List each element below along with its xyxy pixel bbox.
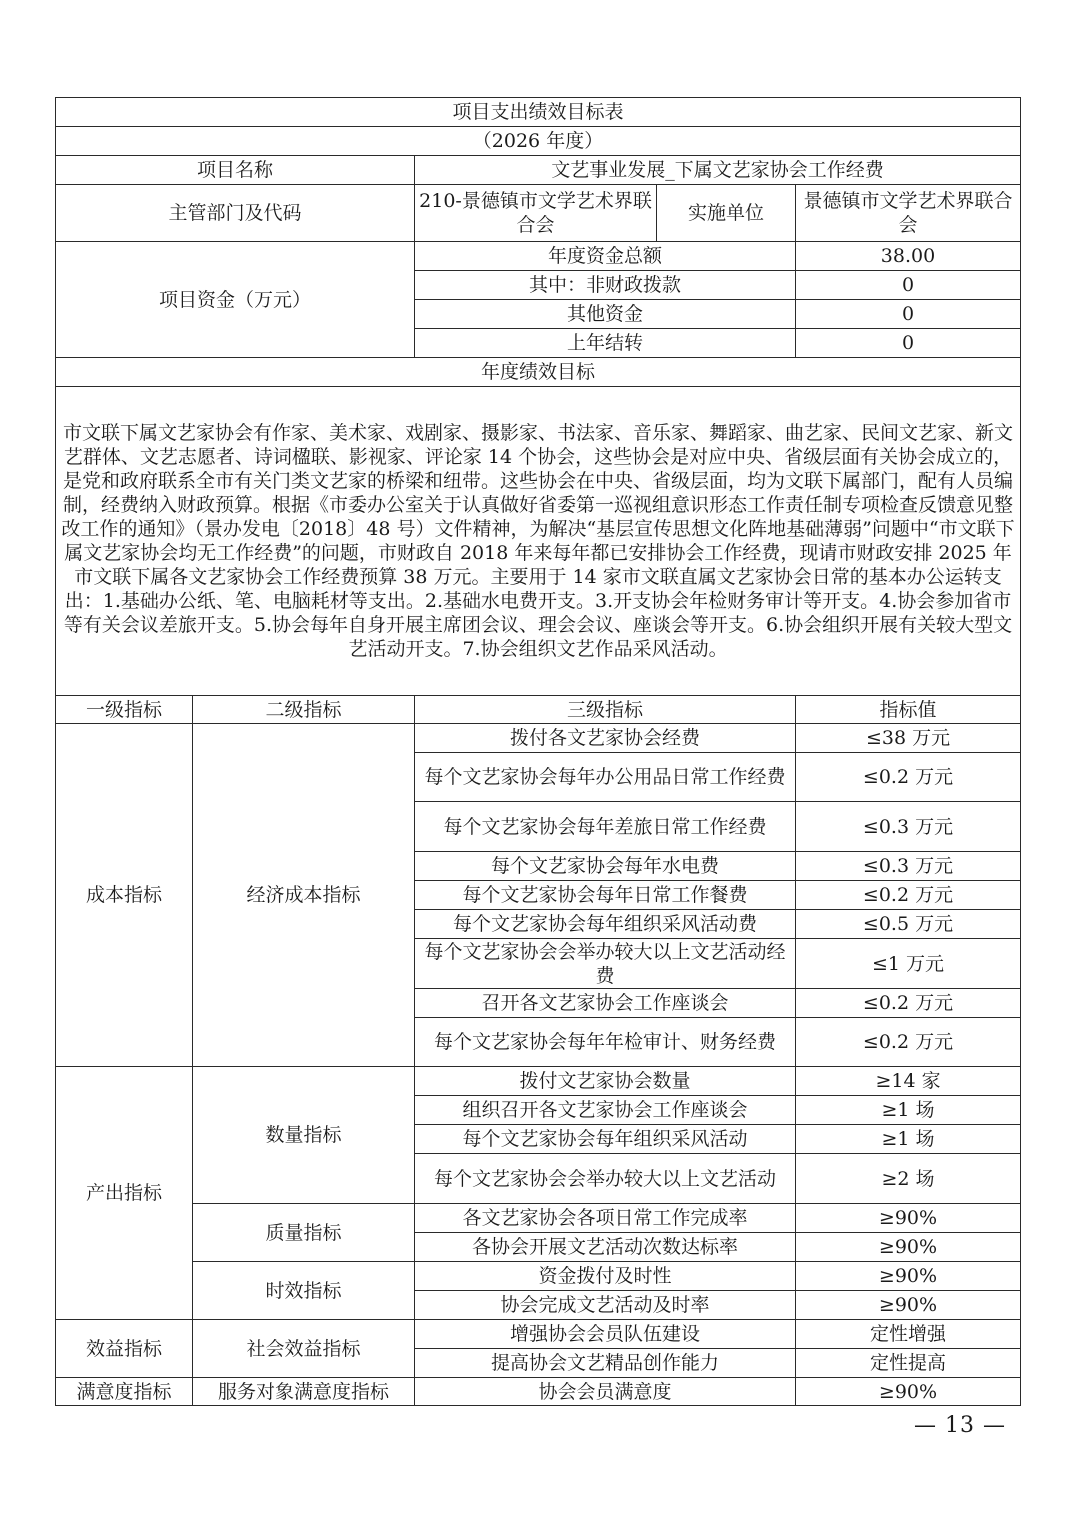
indicator-name: 每个文艺家协会会举办较大以上文艺活动经费 xyxy=(415,939,796,989)
header-level1: 一级指标 xyxy=(56,696,193,724)
dept-label: 主管部门及代码 xyxy=(56,185,415,242)
impl-label: 实施单位 xyxy=(657,185,796,242)
indicator-name: 协会会员满意度 xyxy=(415,1378,796,1406)
indicator-value: ≤0.2 万元 xyxy=(796,989,1021,1018)
timeliness-level2: 时效指标 xyxy=(193,1262,415,1320)
indicator-value: ≤0.3 万元 xyxy=(796,852,1021,881)
indicator-value: ≥90% xyxy=(796,1262,1021,1291)
indicator-name: 每个文艺家协会会举办较大以上文艺活动 xyxy=(415,1154,796,1204)
funds-row-name: 其他资金 xyxy=(415,300,796,329)
indicator-value: ≤38 万元 xyxy=(796,724,1021,753)
indicator-value: ≥90% xyxy=(796,1291,1021,1320)
indicator-name: 每个文艺家协会每年组织采风活动 xyxy=(415,1125,796,1154)
indicator-name: 拨付文艺家协会数量 xyxy=(415,1067,796,1096)
indicator-value: ≥1 场 xyxy=(796,1125,1021,1154)
project-name-value: 文艺事业发展_下属文艺家协会工作经费 xyxy=(415,156,1021,185)
goal-text: 市文联下属文艺家协会有作家、美术家、戏剧家、摄影家、书法家、音乐家、舞蹈家、曲艺家、民间文艺家、新文艺群体、文艺志愿者、诗词楹联、影视家、评论家 14 个协会，这些协会是对应中央、省级层面有关协会成立的，是党和政府联系全市有关门类文艺家的桥梁和纽带。这些协会在中央、省级层面，均为文联下属部门，配有人员编制，经费纳入财政预算。根据《市委办公室关于认真做好省委第一巡视组意识形态工作责任制专项检查反馈意见整改工作的通知》（景办发电〔2018〕48 号）文件精神，为解决“基层宣传思想文化阵地基础薄弱”问题中“市文联下属文艺家协会均无工作经费”的问题，市财政自 2018 年来每年都已安排协会工作经费，现请市财政安排 2025 年市文联下属各文艺家协会工作经费预算 38 万元。主要用于 14 家市文联直属文艺家协会日常的基本办公运转支出：1.基础办公纸、笔、电脑耗材等支出。2.基础水电费开支。3.开支协会年检财务审计等开支。4.协会参加省市等有关会议差旅开支。5.协会每年自身开展主席团会议、理会会议、座谈会等开支。6.协会组织开展有关较大型文艺活动开支。7.协会组织文艺作品采风活动。 xyxy=(56,387,1021,696)
satisfaction-level2: 服务对象满意度指标 xyxy=(193,1378,415,1406)
funds-row-value: 0 xyxy=(796,271,1021,300)
benefit-level1: 效益指标 xyxy=(56,1320,193,1378)
indicator-name: 每个文艺家协会每年办公用品日常工作经费 xyxy=(415,753,796,802)
indicator-value: ≤0.2 万元 xyxy=(796,753,1021,802)
indicator-name: 资金拨付及时性 xyxy=(415,1262,796,1291)
cost-level1: 成本指标 xyxy=(56,724,193,1067)
indicator-name: 提高协会文艺精品创作能力 xyxy=(415,1349,796,1378)
performance-target-table xyxy=(55,97,1021,1406)
indicator-name: 增强协会会员队伍建设 xyxy=(415,1320,796,1349)
indicator-value: ≥2 场 xyxy=(796,1154,1021,1204)
funds-label: 项目资金（万元） xyxy=(56,242,415,358)
indicator-value: ≤0.2 万元 xyxy=(796,881,1021,910)
quantity-level2: 数量指标 xyxy=(193,1067,415,1204)
table-year: （2026 年度） xyxy=(56,127,1021,156)
indicator-name: 拨付各文艺家协会经费 xyxy=(415,724,796,753)
benefit-level2: 社会效益指标 xyxy=(193,1320,415,1378)
dept-value: 210-景德镇市文学艺术界联合会 xyxy=(415,185,657,242)
goal-label: 年度绩效目标 xyxy=(56,358,1021,387)
indicator-name: 每个文艺家协会每年水电费 xyxy=(415,852,796,881)
funds-row-value: 38.00 xyxy=(796,242,1021,271)
indicator-value: 定性提高 xyxy=(796,1349,1021,1378)
indicator-value: ≤0.5 万元 xyxy=(796,910,1021,939)
indicator-value: ≥90% xyxy=(796,1378,1021,1406)
indicator-value: ≥1 场 xyxy=(796,1096,1021,1125)
impl-value: 景德镇市文学艺术界联合会 xyxy=(796,185,1021,242)
indicator-name: 组织召开各文艺家协会工作座谈会 xyxy=(415,1096,796,1125)
indicator-value: 定性增强 xyxy=(796,1320,1021,1349)
table-title: 项目支出绩效目标表 xyxy=(56,98,1021,127)
indicator-name: 每个文艺家协会每年组织采风活动费 xyxy=(415,910,796,939)
indicator-name: 各协会开展文艺活动次数达标率 xyxy=(415,1233,796,1262)
indicator-name: 每个文艺家协会每年差旅日常工作经费 xyxy=(415,802,796,852)
header-level3: 三级指标 xyxy=(415,696,796,724)
indicator-value: ≤0.3 万元 xyxy=(796,802,1021,852)
indicator-value: ≤0.2 万元 xyxy=(796,1018,1021,1067)
project-name-label: 项目名称 xyxy=(56,156,415,185)
funds-row-value: 0 xyxy=(796,329,1021,358)
header-level2: 二级指标 xyxy=(193,696,415,724)
indicator-name: 协会完成文艺活动及时率 xyxy=(415,1291,796,1320)
indicator-name: 各文艺家协会各项日常工作完成率 xyxy=(415,1204,796,1233)
indicator-name: 召开各文艺家协会工作座谈会 xyxy=(415,989,796,1018)
indicator-name: 每个文艺家协会每年年检审计、财务经费 xyxy=(415,1018,796,1067)
funds-row-name: 其中：非财政拨款 xyxy=(415,271,796,300)
output-level1: 产出指标 xyxy=(56,1067,193,1320)
indicator-value: ≥14 家 xyxy=(796,1067,1021,1096)
page-number: — 13 — xyxy=(914,1413,1006,1438)
quality-level2: 质量指标 xyxy=(193,1204,415,1262)
indicator-name: 每个文艺家协会每年日常工作餐费 xyxy=(415,881,796,910)
funds-row-value: 0 xyxy=(796,300,1021,329)
indicator-value: ≤1 万元 xyxy=(796,939,1021,989)
cost-level2: 经济成本指标 xyxy=(193,724,415,1067)
funds-row-name: 上年结转 xyxy=(415,329,796,358)
satisfaction-level1: 满意度指标 xyxy=(56,1378,193,1406)
indicator-value: ≥90% xyxy=(796,1204,1021,1233)
funds-row-name: 年度资金总额 xyxy=(415,242,796,271)
header-value: 指标值 xyxy=(796,696,1021,724)
indicator-value: ≥90% xyxy=(796,1233,1021,1262)
